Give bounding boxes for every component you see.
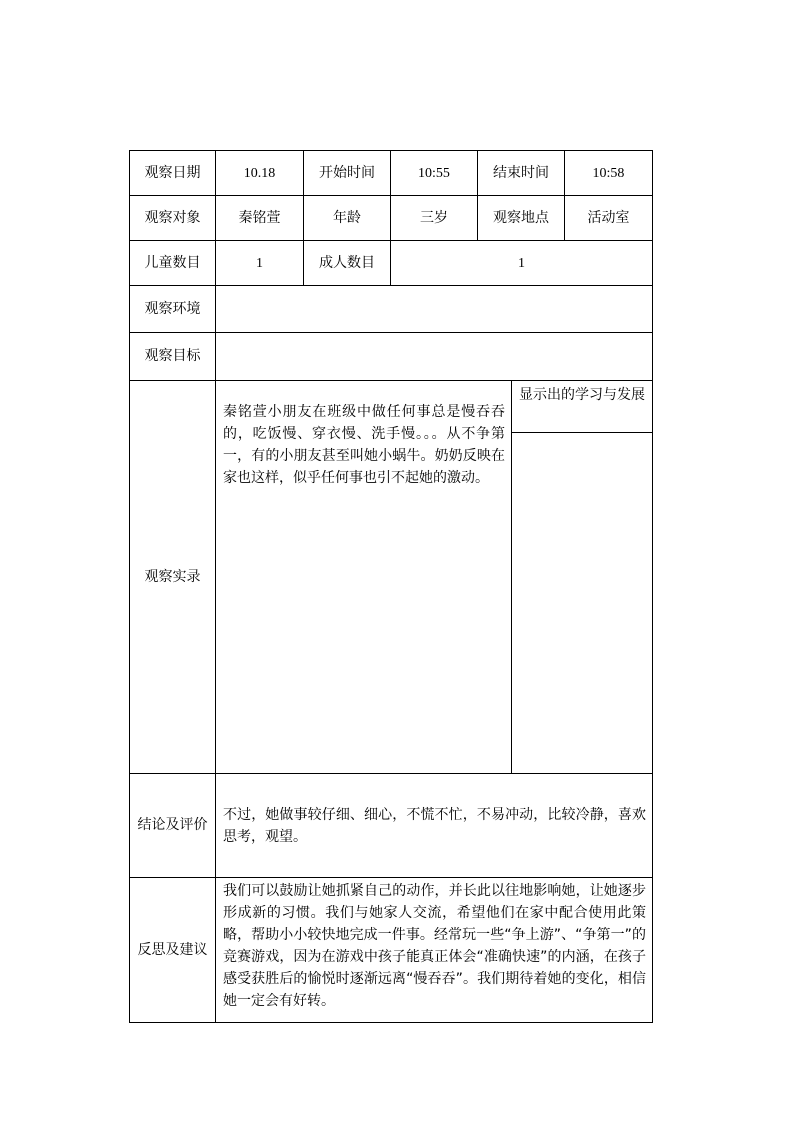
development-column <box>512 381 652 773</box>
goal-value <box>216 333 653 381</box>
subject-value: 秦铭萱 <box>216 196 304 241</box>
date-label: 观察日期 <box>130 151 216 196</box>
conclusion-text: 不过，她做事较仔细、细心，不慌不忙，不易冲动，比较冷静，喜欢思考，观望。 <box>216 774 653 878</box>
end-time-value: 10:58 <box>565 151 653 196</box>
conclusion-label: 结论及评价 <box>130 774 216 878</box>
date-value: 10.18 <box>216 151 304 196</box>
table-row <box>130 774 653 878</box>
table-row <box>130 286 653 333</box>
reflection-text: 我们可以鼓励让她抓紧自己的动作，并长此以往地影响她，让她逐步形成新的习惯。我们与她家人交流，希望他们在家中配合使用此策略，帮助小小较快地完成一件事。经常玩一些“争上游”、“争第一”的竞赛游戏，因为在游戏中孩子能真正体会“准确快速”的内涵，在孩子感受获胜后的愉悦时逐渐远离“慢吞吞”。我们期待着她的变化，相信她一定会有好转。 <box>216 878 653 1023</box>
table-row <box>130 151 653 196</box>
reflection-label: 反思及建议 <box>130 878 216 1023</box>
start-time-value: 10:55 <box>391 151 478 196</box>
children-count-label: 儿童数目 <box>130 241 216 286</box>
development-label: 显示出的学习与发展 <box>512 381 652 433</box>
table-row <box>130 878 653 1023</box>
table-row <box>130 381 653 774</box>
table-row <box>130 333 653 381</box>
start-time-label: 开始时间 <box>304 151 391 196</box>
place-value: 活动室 <box>565 196 653 241</box>
adults-count-value: 1 <box>391 241 653 286</box>
adults-count-label: 成人数目 <box>304 241 391 286</box>
record-label: 观察实录 <box>130 381 216 774</box>
age-label: 年龄 <box>304 196 391 241</box>
table-row <box>130 241 653 286</box>
end-time-label: 结束时间 <box>478 151 565 196</box>
table-row <box>130 196 653 241</box>
environment-value <box>216 286 653 333</box>
place-label: 观察地点 <box>478 196 565 241</box>
record-text: 秦铭萱小朋友在班级中做任何事总是慢吞吞的，吃饭慢、穿衣慢、洗手慢。。。从不争第一，有的小朋友甚至叫她小蜗牛。奶奶反映在家也这样，似乎任何事也引不起她的激动。 <box>216 381 512 773</box>
children-count-value: 1 <box>216 241 304 286</box>
environment-label: 观察环境 <box>130 286 216 333</box>
record-cell <box>216 381 653 774</box>
subject-label: 观察对象 <box>130 196 216 241</box>
goal-label: 观察目标 <box>130 333 216 381</box>
development-value <box>512 433 652 773</box>
age-value: 三岁 <box>391 196 478 241</box>
observation-record-table <box>129 150 653 1023</box>
